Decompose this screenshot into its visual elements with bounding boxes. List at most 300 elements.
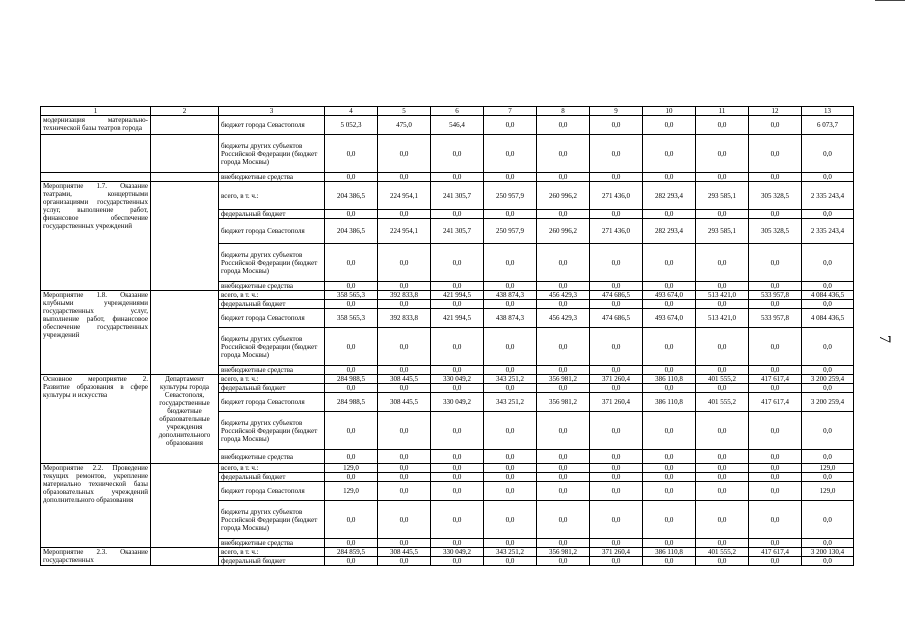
funding-source-cell: внебюджетные средства xyxy=(219,282,325,291)
amount-cell: 0,0 xyxy=(378,482,431,501)
amount-cell: 0,0 xyxy=(802,366,854,375)
amount-cell: 282 293,4 xyxy=(643,219,696,244)
amount-cell: 0,0 xyxy=(378,244,431,282)
amount-cell: 0,0 xyxy=(802,450,854,464)
column-header-4: 4 xyxy=(325,107,378,116)
executor-cell xyxy=(151,173,219,182)
amount-cell: 4 084 436,5 xyxy=(802,309,854,328)
amount-cell: 0,0 xyxy=(325,473,378,482)
amount-cell: 0,0 xyxy=(431,539,484,548)
amount-cell: 308 445,5 xyxy=(378,548,431,557)
funding-source-cell: бюджеты других субъектов Российской Федерации (бюджет города Москвы) xyxy=(219,501,325,539)
activity-name-cell xyxy=(41,135,151,173)
amount-cell: 241 305,7 xyxy=(431,219,484,244)
amount-cell: 250 957,9 xyxy=(484,182,537,210)
amount-cell: 533 957,8 xyxy=(749,291,802,300)
amount-cell: 0,0 xyxy=(802,210,854,219)
amount-cell: 0,0 xyxy=(325,244,378,282)
funding-source-cell: федеральный бюджет xyxy=(219,473,325,482)
amount-cell: 0,0 xyxy=(749,464,802,473)
amount-cell: 0,0 xyxy=(484,135,537,173)
amount-cell: 401 555,2 xyxy=(696,548,749,557)
amount-cell: 386 110,8 xyxy=(643,375,696,384)
amount-cell: 0,0 xyxy=(537,210,590,219)
column-header-1: 1 xyxy=(41,107,151,116)
table-row xyxy=(41,375,854,384)
column-header-8: 8 xyxy=(537,107,590,116)
amount-cell: 0,0 xyxy=(696,135,749,173)
amount-cell: 0,0 xyxy=(749,210,802,219)
table-row xyxy=(41,135,854,173)
column-header-9: 9 xyxy=(590,107,643,116)
amount-cell: 371 260,4 xyxy=(590,548,643,557)
amount-cell: 0,0 xyxy=(643,282,696,291)
amount-cell: 386 110,8 xyxy=(643,393,696,412)
amount-cell: 0,0 xyxy=(696,557,749,566)
amount-cell: 358 565,3 xyxy=(325,291,378,300)
amount-cell: 0,0 xyxy=(643,173,696,182)
amount-cell: 0,0 xyxy=(378,464,431,473)
amount-cell: 0,0 xyxy=(749,300,802,309)
amount-cell: 330 049,2 xyxy=(431,548,484,557)
amount-cell: 0,0 xyxy=(696,282,749,291)
amount-cell: 0,0 xyxy=(325,210,378,219)
amount-cell: 0,0 xyxy=(643,384,696,393)
amount-cell: 0,0 xyxy=(643,450,696,464)
amount-cell: 0,0 xyxy=(537,450,590,464)
amount-cell: 474 686,5 xyxy=(590,291,643,300)
funding-source-cell: бюджет города Севастополя xyxy=(219,393,325,412)
amount-cell: 250 957,9 xyxy=(484,219,537,244)
funding-source-cell: бюджеты других субъектов Российской Федерации (бюджет города Москвы) xyxy=(219,328,325,366)
amount-cell: 0,0 xyxy=(537,482,590,501)
amount-cell: 0,0 xyxy=(378,412,431,450)
funding-source-cell: федеральный бюджет xyxy=(219,384,325,393)
amount-cell: 0,0 xyxy=(590,412,643,450)
amount-cell: 0,0 xyxy=(696,473,749,482)
column-header-12: 12 xyxy=(749,107,802,116)
amount-cell: 293 585,1 xyxy=(696,182,749,210)
amount-cell: 421 994,5 xyxy=(431,291,484,300)
amount-cell: 0,0 xyxy=(696,501,749,539)
amount-cell: 0,0 xyxy=(643,501,696,539)
amount-cell: 0,0 xyxy=(484,501,537,539)
amount-cell: 0,0 xyxy=(802,244,854,282)
amount-cell: 4 084 436,5 xyxy=(802,291,854,300)
amount-cell: 0,0 xyxy=(325,173,378,182)
funding-source-cell: бюджеты других субъектов Российской Федерации (бюджет города Москвы) xyxy=(219,412,325,450)
funding-source-cell: всего, в т. ч.: xyxy=(219,291,325,300)
amount-cell: 129,0 xyxy=(325,482,378,501)
amount-cell: 0,0 xyxy=(749,539,802,548)
table-row xyxy=(41,464,854,473)
amount-cell: 0,0 xyxy=(431,501,484,539)
activity-name-cell: Мероприятие 1.7. Оказание театрами, концертными организациями государственных услуг, выполнение работ, финансовое обеспечение государственных учреждений xyxy=(41,182,151,291)
amount-cell: 0,0 xyxy=(431,328,484,366)
amount-cell: 204 386,5 xyxy=(325,219,378,244)
amount-cell: 0,0 xyxy=(590,135,643,173)
amount-cell: 0,0 xyxy=(378,173,431,182)
scan-edge-mark xyxy=(875,0,905,1)
amount-cell: 330 049,2 xyxy=(431,375,484,384)
amount-cell: 0,0 xyxy=(590,384,643,393)
amount-cell: 0,0 xyxy=(537,366,590,375)
amount-cell: 0,0 xyxy=(749,501,802,539)
amount-cell: 0,0 xyxy=(590,300,643,309)
amount-cell: 513 421,0 xyxy=(696,309,749,328)
amount-cell: 0,0 xyxy=(749,173,802,182)
amount-cell: 0,0 xyxy=(537,384,590,393)
amount-cell: 0,0 xyxy=(590,328,643,366)
amount-cell: 343 251,2 xyxy=(484,393,537,412)
amount-cell: 224 954,1 xyxy=(378,182,431,210)
table-body xyxy=(41,107,854,566)
amount-cell: 0,0 xyxy=(484,244,537,282)
amount-cell: 0,0 xyxy=(537,135,590,173)
amount-cell: 0,0 xyxy=(696,244,749,282)
amount-cell: 0,0 xyxy=(590,482,643,501)
amount-cell: 0,0 xyxy=(590,557,643,566)
funding-source-cell: всего, в т. ч.: xyxy=(219,182,325,210)
amount-cell: 0,0 xyxy=(537,501,590,539)
amount-cell: 356 981,2 xyxy=(537,375,590,384)
funding-source-cell: всего, в т. ч.: xyxy=(219,375,325,384)
amount-cell: 417 617,4 xyxy=(749,548,802,557)
funding-source-cell: всего, в т. ч.: xyxy=(219,464,325,473)
amount-cell: 0,0 xyxy=(696,450,749,464)
funding-source-cell: бюджет города Севастополя xyxy=(219,482,325,501)
amount-cell: 0,0 xyxy=(802,473,854,482)
amount-cell: 293 585,1 xyxy=(696,219,749,244)
funding-source-cell: бюджеты других субъектов Российской Федерации (бюджет города Москвы) xyxy=(219,244,325,282)
amount-cell: 241 305,7 xyxy=(431,182,484,210)
activity-name-cell: Мероприятие 2.3. Оказание государственных xyxy=(41,548,151,566)
funding-source-cell: всего, в т. ч.: xyxy=(219,548,325,557)
table-row xyxy=(41,173,854,182)
executor-cell: Департамент культуры города Севастополя, государственные бюджетные образовательные учреждения дополнительного образования xyxy=(151,375,219,464)
amount-cell: 0,0 xyxy=(431,473,484,482)
amount-cell: 0,0 xyxy=(378,501,431,539)
amount-cell: 475,0 xyxy=(378,116,431,135)
activity-name-cell xyxy=(41,173,151,182)
amount-cell: 0,0 xyxy=(431,282,484,291)
amount-cell: 0,0 xyxy=(749,135,802,173)
amount-cell: 0,0 xyxy=(802,300,854,309)
amount-cell: 0,0 xyxy=(537,464,590,473)
amount-cell: 438 874,3 xyxy=(484,291,537,300)
amount-cell: 371 260,4 xyxy=(590,375,643,384)
amount-cell: 0,0 xyxy=(431,482,484,501)
amount-cell: 3 200 130,4 xyxy=(802,548,854,557)
amount-cell: 260 996,2 xyxy=(537,182,590,210)
amount-cell: 0,0 xyxy=(484,557,537,566)
funding-source-cell: федеральный бюджет xyxy=(219,210,325,219)
amount-cell: 343 251,2 xyxy=(484,375,537,384)
amount-cell: 0,0 xyxy=(537,557,590,566)
amount-cell: 0,0 xyxy=(325,539,378,548)
amount-cell: 2 335 243,4 xyxy=(802,182,854,210)
amount-cell: 0,0 xyxy=(590,366,643,375)
amount-cell: 421 994,5 xyxy=(431,309,484,328)
activity-name-cell: Мероприятие 1.8. Оказание клубными учреждениями государственных услуг, выполнение работ, финансовое обеспечение государственных учреждений xyxy=(41,291,151,375)
amount-cell: 0,0 xyxy=(484,210,537,219)
table-row xyxy=(41,182,854,210)
activity-name-cell: модернизация материально-технической базы театров города xyxy=(41,116,151,135)
activity-name-cell: Основное мероприятие 2. Развитие образования в сфере культуры и искусства xyxy=(41,375,151,464)
funding-source-cell: федеральный бюджет xyxy=(219,557,325,566)
amount-cell: 0,0 xyxy=(325,282,378,291)
column-header-5: 5 xyxy=(378,107,431,116)
amount-cell: 0,0 xyxy=(749,412,802,450)
amount-cell: 0,0 xyxy=(749,116,802,135)
amount-cell: 0,0 xyxy=(749,282,802,291)
amount-cell: 271 436,0 xyxy=(590,219,643,244)
amount-cell: 0,0 xyxy=(325,328,378,366)
amount-cell: 0,0 xyxy=(431,173,484,182)
amount-cell: 0,0 xyxy=(484,366,537,375)
amount-cell: 474 686,5 xyxy=(590,309,643,328)
amount-cell: 0,0 xyxy=(431,464,484,473)
amount-cell: 0,0 xyxy=(590,244,643,282)
amount-cell: 0,0 xyxy=(378,210,431,219)
amount-cell: 129,0 xyxy=(325,464,378,473)
amount-cell: 5 052,3 xyxy=(325,116,378,135)
funding-source-cell: федеральный бюджет xyxy=(219,300,325,309)
amount-cell: 0,0 xyxy=(431,300,484,309)
executor-cell xyxy=(151,548,219,566)
amount-cell: 0,0 xyxy=(643,244,696,282)
amount-cell: 204 386,5 xyxy=(325,182,378,210)
amount-cell: 305 328,5 xyxy=(749,219,802,244)
amount-cell: 129,0 xyxy=(802,464,854,473)
amount-cell: 0,0 xyxy=(802,501,854,539)
amount-cell: 0,0 xyxy=(696,173,749,182)
amount-cell: 0,0 xyxy=(431,244,484,282)
amount-cell: 0,0 xyxy=(537,282,590,291)
amount-cell: 0,0 xyxy=(802,557,854,566)
amount-cell: 0,0 xyxy=(696,328,749,366)
activity-name-cell: Мероприятие 2.2. Проведение текущих ремонтов, укрепление материально технической базы образовательных учреждений дополнительного образования xyxy=(41,464,151,548)
amount-cell: 0,0 xyxy=(484,473,537,482)
funding-source-cell: внебюджетные средства xyxy=(219,366,325,375)
amount-cell: 0,0 xyxy=(643,539,696,548)
amount-cell: 533 957,8 xyxy=(749,309,802,328)
executor-cell xyxy=(151,182,219,291)
amount-cell: 260 996,2 xyxy=(537,219,590,244)
amount-cell: 0,0 xyxy=(643,135,696,173)
amount-cell: 0,0 xyxy=(749,482,802,501)
page-number: 7 xyxy=(876,335,893,343)
amount-cell: 0,0 xyxy=(749,473,802,482)
amount-cell: 284 988,5 xyxy=(325,375,378,384)
amount-cell: 0,0 xyxy=(537,300,590,309)
amount-cell: 0,0 xyxy=(802,539,854,548)
amount-cell: 358 565,3 xyxy=(325,309,378,328)
amount-cell: 456 429,3 xyxy=(537,291,590,300)
amount-cell: 0,0 xyxy=(643,482,696,501)
amount-cell: 0,0 xyxy=(749,557,802,566)
amount-cell: 0,0 xyxy=(643,557,696,566)
executor-cell xyxy=(151,135,219,173)
amount-cell: 0,0 xyxy=(590,282,643,291)
amount-cell: 0,0 xyxy=(590,539,643,548)
amount-cell: 0,0 xyxy=(325,366,378,375)
amount-cell: 0,0 xyxy=(325,501,378,539)
amount-cell: 6 073,7 xyxy=(802,116,854,135)
amount-cell: 0,0 xyxy=(378,135,431,173)
amount-cell: 0,0 xyxy=(802,282,854,291)
amount-cell: 0,0 xyxy=(802,328,854,366)
amount-cell: 0,0 xyxy=(590,116,643,135)
amount-cell: 284 988,5 xyxy=(325,393,378,412)
column-header-6: 6 xyxy=(431,107,484,116)
executor-cell xyxy=(151,291,219,375)
amount-cell: 0,0 xyxy=(378,300,431,309)
amount-cell: 3 200 259,4 xyxy=(802,393,854,412)
table-row xyxy=(41,116,854,135)
amount-cell: 0,0 xyxy=(484,450,537,464)
amount-cell: 0,0 xyxy=(378,328,431,366)
amount-cell: 271 436,0 xyxy=(590,182,643,210)
amount-cell: 0,0 xyxy=(749,244,802,282)
amount-cell: 493 674,0 xyxy=(643,291,696,300)
amount-cell: 0,0 xyxy=(325,300,378,309)
table-row xyxy=(41,548,854,557)
amount-cell: 0,0 xyxy=(643,300,696,309)
amount-cell: 224 954,1 xyxy=(378,219,431,244)
amount-cell: 0,0 xyxy=(431,384,484,393)
header-row xyxy=(41,107,854,116)
amount-cell: 0,0 xyxy=(537,539,590,548)
funding-source-cell: бюджет города Севастополя xyxy=(219,219,325,244)
amount-cell: 392 833,8 xyxy=(378,309,431,328)
amount-cell: 0,0 xyxy=(378,539,431,548)
amount-cell: 0,0 xyxy=(325,135,378,173)
amount-cell: 0,0 xyxy=(537,328,590,366)
amount-cell: 0,0 xyxy=(484,464,537,473)
column-header-2: 2 xyxy=(151,107,219,116)
amount-cell: 0,0 xyxy=(484,412,537,450)
amount-cell: 438 874,3 xyxy=(484,309,537,328)
amount-cell: 456 429,3 xyxy=(537,309,590,328)
column-header-7: 7 xyxy=(484,107,537,116)
amount-cell: 0,0 xyxy=(590,450,643,464)
amount-cell: 0,0 xyxy=(802,135,854,173)
amount-cell: 0,0 xyxy=(696,384,749,393)
amount-cell: 0,0 xyxy=(537,173,590,182)
table-row xyxy=(41,291,854,300)
amount-cell: 0,0 xyxy=(484,482,537,501)
executor-cell xyxy=(151,464,219,548)
amount-cell: 0,0 xyxy=(431,412,484,450)
funding-source-cell: бюджет города Севастополя xyxy=(219,116,325,135)
amount-cell: 0,0 xyxy=(484,173,537,182)
funding-source-cell: внебюджетные средства xyxy=(219,173,325,182)
amount-cell: 0,0 xyxy=(484,116,537,135)
column-header-11: 11 xyxy=(696,107,749,116)
amount-cell: 0,0 xyxy=(378,384,431,393)
amount-cell: 0,0 xyxy=(749,366,802,375)
amount-cell: 392 833,8 xyxy=(378,291,431,300)
amount-cell: 343 251,2 xyxy=(484,548,537,557)
funding-source-cell: внебюджетные средства xyxy=(219,539,325,548)
amount-cell: 0,0 xyxy=(537,412,590,450)
amount-cell: 0,0 xyxy=(484,300,537,309)
amount-cell: 0,0 xyxy=(696,210,749,219)
amount-cell: 0,0 xyxy=(802,173,854,182)
amount-cell: 284 859,5 xyxy=(325,548,378,557)
amount-cell: 417 617,4 xyxy=(749,375,802,384)
amount-cell: 0,0 xyxy=(643,210,696,219)
amount-cell: 371 260,4 xyxy=(590,393,643,412)
amount-cell: 282 293,4 xyxy=(643,182,696,210)
amount-cell: 0,0 xyxy=(696,539,749,548)
amount-cell: 0,0 xyxy=(484,282,537,291)
amount-cell: 0,0 xyxy=(431,210,484,219)
amount-cell: 0,0 xyxy=(749,384,802,393)
amount-cell: 0,0 xyxy=(325,412,378,450)
amount-cell: 308 445,5 xyxy=(378,375,431,384)
amount-cell: 0,0 xyxy=(696,300,749,309)
amount-cell: 0,0 xyxy=(537,116,590,135)
amount-cell: 417 617,4 xyxy=(749,393,802,412)
amount-cell: 0,0 xyxy=(590,501,643,539)
amount-cell: 0,0 xyxy=(802,412,854,450)
amount-cell: 0,0 xyxy=(590,464,643,473)
amount-cell: 0,0 xyxy=(696,412,749,450)
amount-cell: 0,0 xyxy=(325,384,378,393)
amount-cell: 0,0 xyxy=(431,450,484,464)
funding-source-cell: бюджеты других субъектов Российской Федерации (бюджет города Москвы) xyxy=(219,135,325,173)
amount-cell: 305 328,5 xyxy=(749,182,802,210)
amount-cell: 0,0 xyxy=(325,557,378,566)
amount-cell: 493 674,0 xyxy=(643,309,696,328)
amount-cell: 0,0 xyxy=(431,557,484,566)
amount-cell: 0,0 xyxy=(696,366,749,375)
amount-cell: 0,0 xyxy=(537,473,590,482)
amount-cell: 308 445,5 xyxy=(378,393,431,412)
amount-cell: 0,0 xyxy=(643,366,696,375)
amount-cell: 0,0 xyxy=(378,282,431,291)
amount-cell: 0,0 xyxy=(590,210,643,219)
amount-cell: 0,0 xyxy=(378,557,431,566)
amount-cell: 386 110,8 xyxy=(643,548,696,557)
amount-cell: 129,0 xyxy=(802,482,854,501)
amount-cell: 0,0 xyxy=(484,384,537,393)
budget-table xyxy=(40,106,854,566)
amount-cell: 0,0 xyxy=(696,464,749,473)
amount-cell: 0,0 xyxy=(431,366,484,375)
amount-cell: 401 555,2 xyxy=(696,375,749,384)
amount-cell: 0,0 xyxy=(590,473,643,482)
amount-cell: 356 981,2 xyxy=(537,393,590,412)
amount-cell: 0,0 xyxy=(378,366,431,375)
column-header-10: 10 xyxy=(643,107,696,116)
amount-cell: 0,0 xyxy=(749,328,802,366)
amount-cell: 0,0 xyxy=(643,473,696,482)
amount-cell: 0,0 xyxy=(643,412,696,450)
amount-cell: 0,0 xyxy=(643,116,696,135)
amount-cell: 0,0 xyxy=(378,473,431,482)
amount-cell: 0,0 xyxy=(696,482,749,501)
amount-cell: 3 200 259,4 xyxy=(802,375,854,384)
column-header-13: 13 xyxy=(802,107,854,116)
funding-source-cell: бюджет города Севастополя xyxy=(219,309,325,328)
amount-cell: 0,0 xyxy=(749,450,802,464)
column-header-3: 3 xyxy=(219,107,325,116)
amount-cell: 0,0 xyxy=(696,116,749,135)
amount-cell: 0,0 xyxy=(802,384,854,393)
